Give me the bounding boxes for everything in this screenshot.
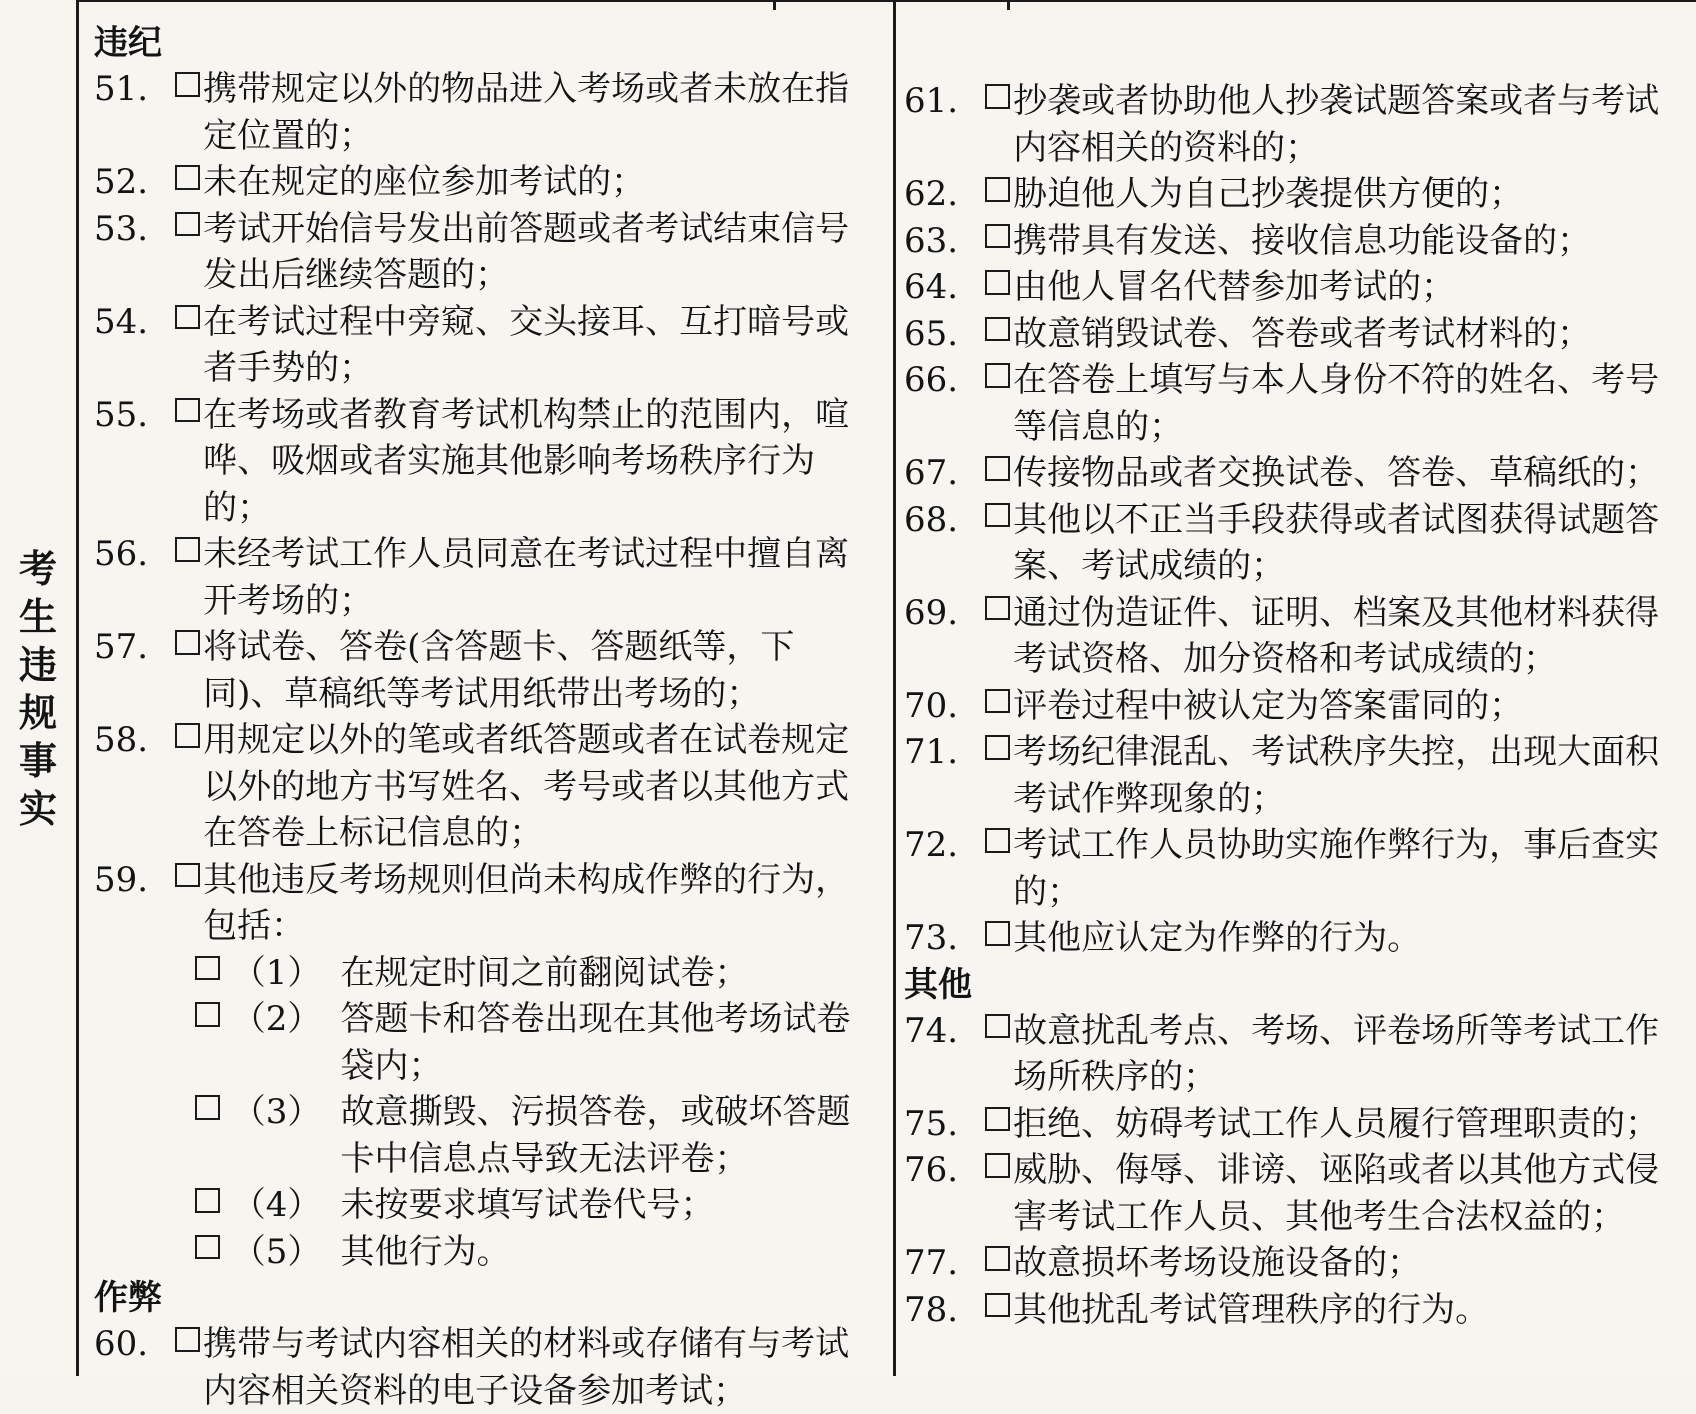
checkbox[interactable] [985, 317, 1009, 341]
item-number: 76. [904, 1150, 959, 1190]
item-text: 携带规定以外的物品进入考场或者未放在指定位置的； [203, 69, 850, 156]
checklist-item [904, 78, 1674, 171]
item-text: 通过伪造证件、证明、档案及其他材料获得考试资格、加分资格和考试成绩的； [1013, 592, 1660, 679]
checkbox[interactable] [985, 84, 1009, 108]
subitem-number: （2） [231, 999, 322, 1039]
subitem-number: （3） [231, 1092, 322, 1132]
item-number: 54. [94, 301, 149, 342]
item-text: 用规定以外的笔或者纸答题或者在试卷规定以外的地方书写姓名、考号或者以其他方式在答卷上标记信息的； [203, 720, 850, 853]
checkbox[interactable] [985, 224, 1009, 248]
subitem-text: 在规定时间之前翻阅试卷； [340, 952, 749, 993]
subitem-text: 故意撕毁、污损答卷，或破坏答题卡中信息点导致无法评卷； [340, 1092, 851, 1179]
checkbox[interactable] [985, 1107, 1009, 1131]
checkbox[interactable] [985, 689, 1009, 713]
item-number: 53. [94, 208, 149, 249]
checklist-item [94, 531, 874, 624]
checklist-item [94, 66, 874, 159]
checklist-item [94, 857, 874, 950]
table-top-tick-2 [1007, 0, 1010, 10]
item-text: 故意扰乱考点、考场、评卷场所等考试工作场所秩序的； [1013, 1010, 1660, 1097]
checklist-item [904, 683, 1674, 730]
item-text: 在考试过程中旁窥、交头接耳、互打暗号或者手势的； [203, 301, 850, 388]
checkbox[interactable] [985, 596, 1009, 620]
checklist-item [904, 497, 1674, 590]
checklist-item [904, 822, 1674, 915]
checkbox[interactable] [985, 1014, 1009, 1038]
checklist-item [94, 717, 874, 857]
checklist-item [904, 1008, 1674, 1101]
checkbox[interactable] [195, 1095, 219, 1119]
checklist-item [904, 590, 1674, 683]
checklist-item [904, 311, 1674, 358]
item-text: 其他应认定为作弊的行为。 [1013, 918, 1422, 958]
item-number: 74. [904, 1010, 959, 1051]
checklist-item [904, 1147, 1674, 1240]
checkbox[interactable] [175, 72, 199, 96]
table-border-left [76, 0, 79, 1376]
checkbox[interactable] [175, 537, 199, 561]
item-text: 在答卷上填写与本人身份不符的姓名、考号等信息的； [1013, 360, 1660, 447]
item-text: 将试卷、答卷(含答题卡、答题纸等，下同)、草稿纸等考试用纸带出考场的； [203, 627, 795, 714]
item-number: 57. [94, 627, 149, 667]
cheating-item-list-right [904, 78, 1674, 962]
checklist-item [94, 299, 874, 392]
item-text: 未在规定的座位参加考试的； [203, 162, 646, 202]
checklist-item [904, 1240, 1674, 1287]
subitem-text: 未按要求填写试卷代号； [340, 1185, 715, 1225]
item-text: 传接物品或者交换试卷、答卷、草稿纸的； [1013, 453, 1660, 493]
side-label-char: 生 [18, 595, 57, 639]
checkbox[interactable] [985, 828, 1009, 852]
checklist-subitem [194, 996, 874, 1089]
checkbox[interactable] [985, 1153, 1009, 1177]
side-label-char: 违 [18, 643, 57, 687]
item-number: 62. [904, 174, 959, 214]
checkbox[interactable] [175, 863, 199, 887]
item-text: 考场纪律混乱、考试秩序失控，出现大面积考试作弊现象的； [1013, 732, 1660, 819]
checkbox[interactable] [985, 1293, 1009, 1317]
checklist-item [904, 915, 1674, 962]
checklist-item [94, 206, 874, 299]
left-column [94, 20, 874, 1414]
other-item-list [904, 1008, 1674, 1334]
item-number: 65. [904, 313, 959, 354]
checkbox[interactable] [985, 363, 1009, 387]
checkbox[interactable] [175, 398, 199, 422]
cheating-item-list-left [94, 1321, 874, 1414]
table-top-tick-1 [773, 0, 776, 10]
checkbox[interactable] [175, 1327, 199, 1351]
item-text: 携带与考试内容相关的材料或存储有与考试内容相关资料的电子设备参加考试； [203, 1324, 850, 1411]
section-heading-discipline: 违纪 [94, 23, 162, 63]
subitem-number: （4） [231, 1185, 322, 1225]
checkbox[interactable] [985, 503, 1009, 527]
checklist-item [904, 1101, 1674, 1148]
checkbox[interactable] [195, 1188, 219, 1212]
item-text: 故意损坏考场设施设备的； [1013, 1243, 1422, 1283]
checkbox[interactable] [195, 1002, 219, 1026]
checkbox[interactable] [195, 956, 219, 980]
item-number: 72. [904, 825, 959, 865]
item-text: 其他以不正当手段获得或者试图获得试题答案、考试成绩的； [1013, 499, 1660, 586]
item-number: 55. [94, 394, 149, 435]
item-text: 抄袭或者协助他人抄袭试题答案或者与考试内容相关的资料的； [1013, 81, 1660, 168]
side-label-char: 实 [18, 787, 57, 831]
checklist-item [904, 450, 1674, 497]
item-text: 由他人冒名代替参加考试的； [1013, 267, 1456, 307]
checkbox[interactable] [175, 723, 199, 747]
side-label-student-violation-facts [14, 545, 62, 833]
checklist-item [904, 171, 1674, 218]
table-top-remnant [76, 0, 1696, 2]
checkbox[interactable] [985, 177, 1009, 201]
item-text: 考试工作人员协助实施作弊行为，事后查实的； [1013, 825, 1660, 912]
item-number: 75. [904, 1103, 959, 1144]
checklist-item [94, 1321, 874, 1414]
side-label-char: 考 [18, 547, 57, 591]
item-number: 61. [904, 81, 959, 121]
item-text: 胁迫他人为自己抄袭提供方便的； [1013, 174, 1524, 214]
item-number: 66. [904, 360, 959, 400]
item-text: 考试开始信号发出前答题或者考试结束信号发出后继续答题的； [203, 208, 850, 295]
item-number: 78. [904, 1289, 959, 1330]
checklist-item [904, 1287, 1674, 1334]
item-number: 51. [94, 69, 149, 109]
checklist-item [904, 264, 1674, 311]
checkbox[interactable] [175, 212, 199, 236]
side-label-char: 事 [18, 739, 57, 783]
checkbox[interactable] [985, 1246, 1009, 1270]
checkbox[interactable] [175, 165, 199, 189]
checkbox[interactable] [985, 735, 1009, 759]
subitem-number: （5） [231, 1231, 322, 1272]
checkbox[interactable] [985, 270, 1009, 294]
checkbox[interactable] [195, 1235, 219, 1259]
checklist-item [94, 392, 874, 532]
section-heading-other: 其他 [904, 964, 972, 1005]
item-number: 60. [94, 1324, 149, 1364]
item-text: 评卷过程中被认定为答案雷同的； [1013, 685, 1524, 726]
item-number: 67. [904, 453, 959, 493]
checkbox[interactable] [175, 630, 199, 654]
checkbox[interactable] [985, 921, 1009, 945]
item-number: 73. [904, 918, 959, 958]
checklist-item [904, 729, 1674, 822]
side-label-char: 规 [18, 691, 57, 735]
discipline-item-list [94, 66, 874, 950]
checklist-item [904, 357, 1674, 450]
item-number: 70. [904, 685, 959, 726]
subitem-text: 答题卡和答卷出现在其他考场试卷袋内； [340, 999, 851, 1086]
item-number: 68. [904, 499, 959, 540]
item-number: 59. [94, 859, 149, 900]
section-heading-cheating: 作弊 [94, 1278, 162, 1318]
item-number: 69. [904, 592, 959, 633]
item-text: 其他扰乱考试管理秩序的行为。 [1013, 1289, 1490, 1330]
item-text: 其他违反考场规则但尚未构成作弊的行为，包括： [203, 859, 850, 946]
checklist-subitem [194, 950, 874, 997]
item-number: 64. [904, 267, 959, 307]
item-number: 63. [904, 220, 959, 261]
item-text: 威胁、侮辱、诽谤、诬陷或者以其他方式侵害考试工作人员、其他考生合法权益的； [1013, 1150, 1660, 1237]
checklist-item [94, 159, 874, 206]
item-text: 故意销毁试卷、答卷或者考试材料的； [1013, 313, 1592, 354]
checklist-subitem [194, 1182, 874, 1229]
checkbox[interactable] [985, 456, 1009, 480]
item-59-subitem-list [94, 950, 874, 1276]
checklist-subitem [194, 1229, 874, 1276]
item-number: 71. [904, 732, 959, 772]
item-text: 在考场或者教育考试机构禁止的范围内，喧哗、吸烟或者实施其他影响考场秩序行为的； [203, 394, 850, 528]
item-text: 拒绝、妨碍考试工作人员履行管理职责的； [1013, 1103, 1660, 1144]
checklist-subitem [194, 1089, 874, 1182]
item-text: 携带具有发送、接收信息功能设备的； [1013, 220, 1592, 261]
item-number: 77. [904, 1243, 959, 1283]
checklist-item [94, 624, 874, 717]
item-text: 未经考试工作人员同意在考试过程中擅自离开考场的； [203, 534, 850, 621]
item-number: 56. [94, 534, 149, 574]
right-column [904, 78, 1674, 1333]
item-number: 58. [94, 720, 149, 760]
checkbox[interactable] [175, 305, 199, 329]
item-number: 52. [94, 162, 149, 202]
checklist-item [904, 218, 1674, 265]
subitem-text: 其他行为。 [340, 1231, 511, 1272]
subitem-number: （1） [231, 952, 322, 993]
table-border-middle [893, 0, 896, 1376]
